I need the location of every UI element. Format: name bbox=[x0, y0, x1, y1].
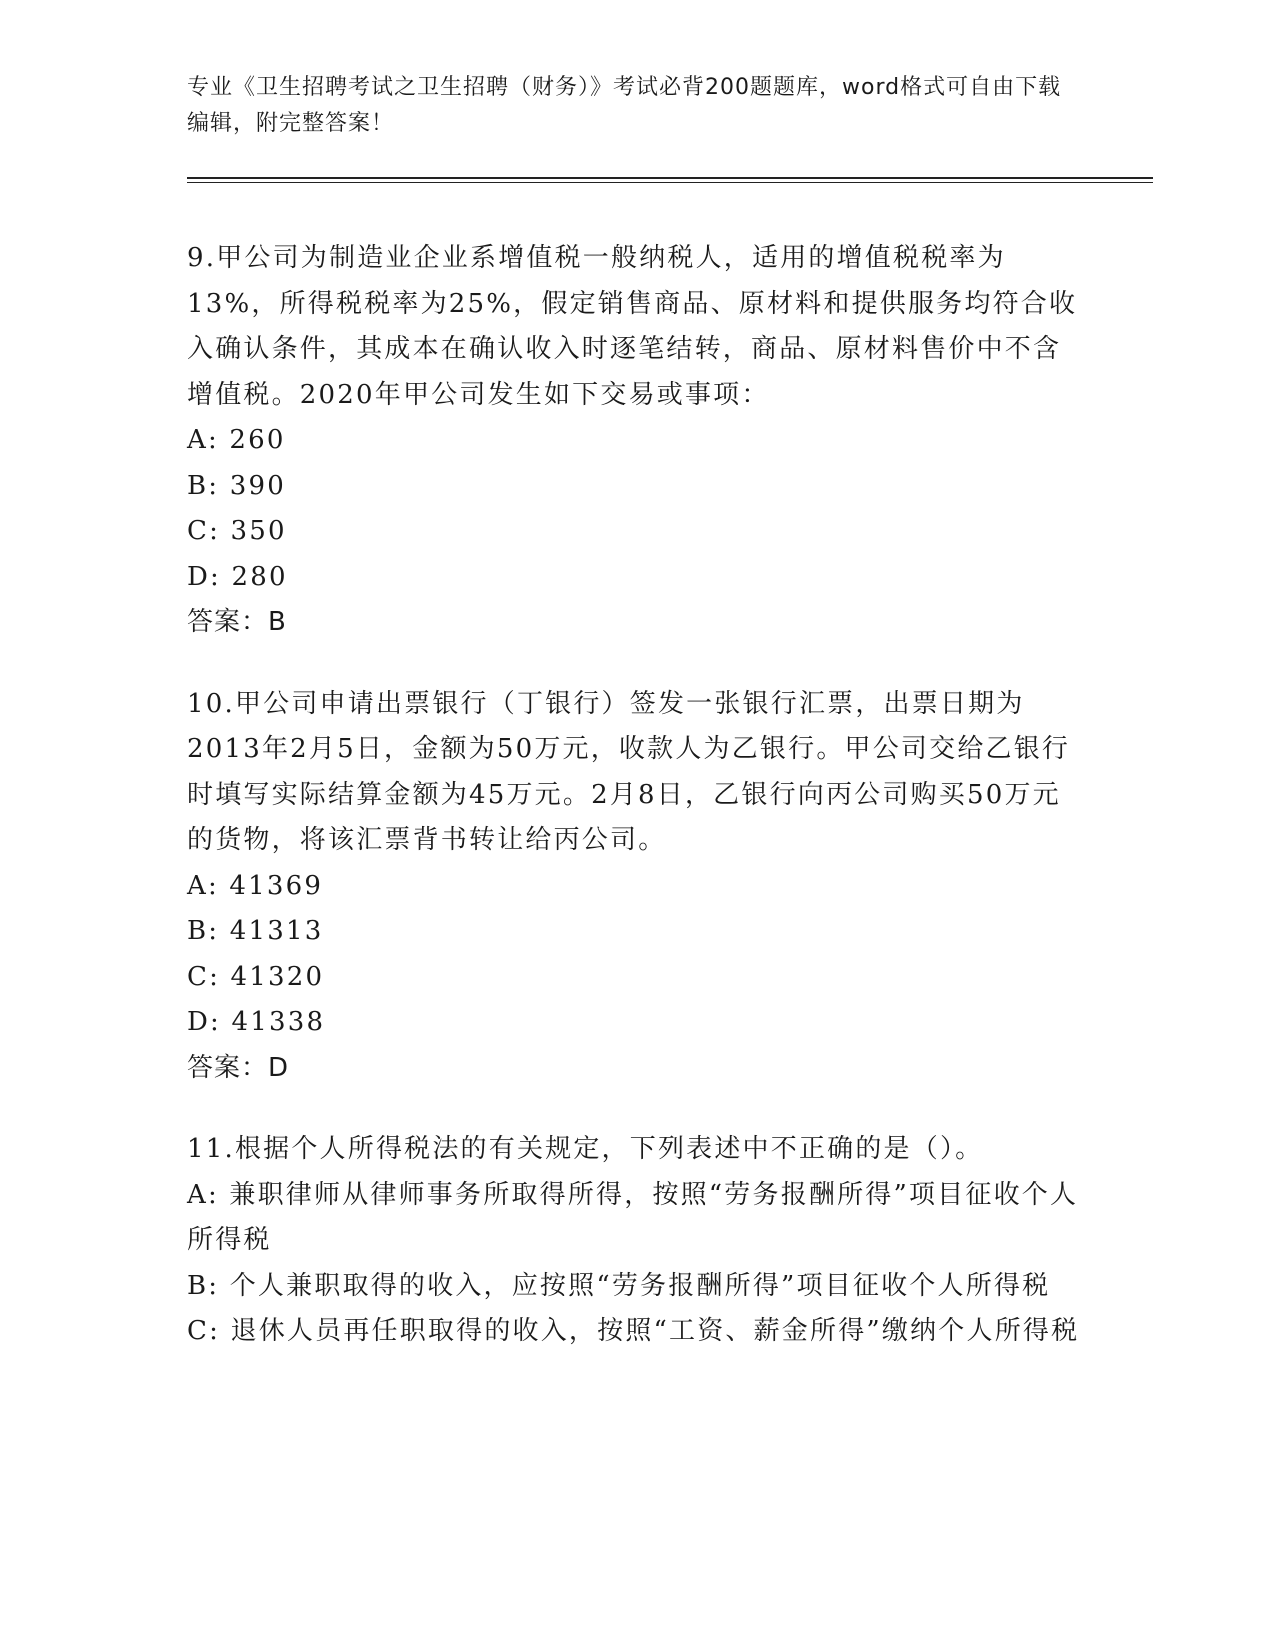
question-stem: 11.根据个人所得税法的有关规定，下列表述中不正确的是（）。 bbox=[187, 1134, 984, 1164]
option-a: A: 41369 bbox=[187, 870, 324, 901]
question-11 bbox=[187, 1127, 1087, 1355]
header-divider-thick bbox=[187, 177, 1153, 179]
question-9 bbox=[187, 236, 1087, 646]
option-d: D: 41338 bbox=[187, 1007, 326, 1037]
option-d: D: 280 bbox=[187, 561, 288, 592]
option-b: B: 390 bbox=[187, 470, 286, 501]
question-10 bbox=[187, 682, 1087, 1092]
document-header: 专业《卫生招聘考试之卫生招聘（财务）》考试必背200题题库，word格式可自由下载编辑，附完整答案！ bbox=[187, 75, 1062, 136]
option-c: C: 350 bbox=[187, 516, 287, 546]
question-list bbox=[187, 236, 1087, 1391]
question-stem: 10.甲公司申请出票银行（丁银行）签发一张银行汇票，出票日期为2013年2月5日，金额为50万元，收款人为乙银行。甲公司交给乙银行时填写实际结算金额为45万元。2月8日，乙银行向丙公司购买50万元的货物，将该汇票背书转让给丙公司。 bbox=[187, 688, 1071, 855]
option-a: A: 兼职律师从律师事务所取得所得，按照“劳务报酬所得”项目征收个人所得税 bbox=[187, 1179, 1079, 1255]
option-c: C: 41320 bbox=[187, 961, 325, 992]
question-stem: 9.甲公司为制造业企业系增值税一般纳税人，适用的增值税税率为13%，所得税税率为25%，假定销售商品、原材料和提供服务均符合收入确认条件，其成本在确认收入时逐笔结转，商品、原材料售价中不含增值税。2020年甲公司发生如下交易或事项： bbox=[187, 243, 1078, 410]
header-divider-thin bbox=[187, 182, 1153, 183]
option-a: A: 260 bbox=[187, 425, 286, 455]
option-c: C: 退休人员再任职取得的收入，按照“工资、薪金所得”缴纳个人所得税 bbox=[187, 1316, 1080, 1346]
option-b: B: 个人兼职取得的收入，应按照“劳务报酬所得”项目征收个人所得税 bbox=[187, 1270, 1051, 1301]
answer-text: 答案：B bbox=[187, 607, 287, 637]
option-b: B: 41313 bbox=[187, 916, 324, 946]
answer-text: 答案：D bbox=[187, 1052, 290, 1083]
